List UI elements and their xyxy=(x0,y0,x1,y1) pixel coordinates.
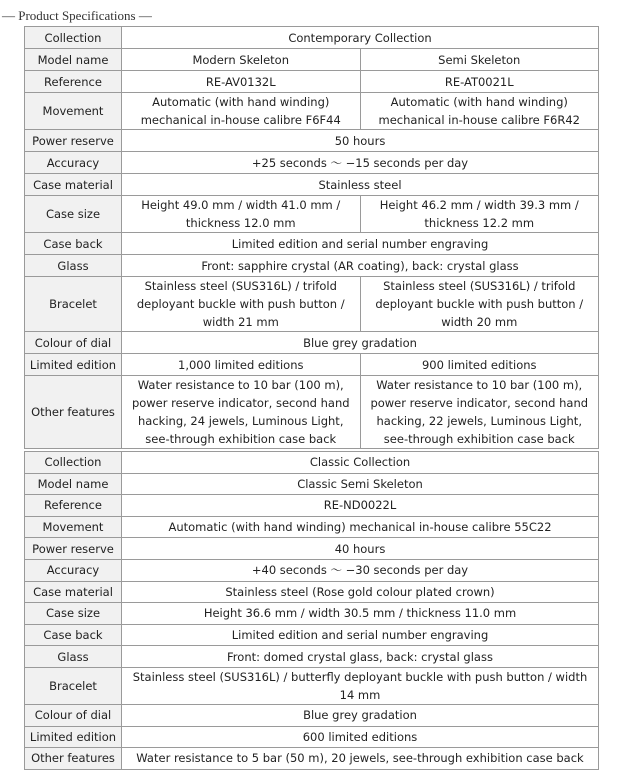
table-row xyxy=(25,196,599,233)
model-name-value: Classic Semi Skeleton xyxy=(122,473,599,495)
table-row xyxy=(25,93,599,130)
row-label: Limited edition xyxy=(25,354,122,376)
reference-b: RE-AT0021L xyxy=(360,71,599,93)
row-label: Reference xyxy=(25,495,122,517)
other-features-b: Water resistance to 10 bar (100 m), power reserve indicator, second hand hacking, 22 jewels, Luminous Light, see-through exhibition case back xyxy=(360,376,599,449)
table-row xyxy=(25,559,599,581)
case-size-a: Height 49.0 mm / width 41.0 mm / thickness 12.0 mm xyxy=(122,196,361,233)
row-label: Glass xyxy=(25,255,122,277)
table-row xyxy=(25,646,599,668)
glass-value: Front: domed crystal glass, back: crystal glass xyxy=(122,646,599,668)
table-row xyxy=(25,71,599,93)
table-row xyxy=(25,49,599,71)
table-row xyxy=(25,130,599,152)
case-back-value: Limited edition and serial number engraving xyxy=(122,233,599,255)
row-label: Case back xyxy=(25,624,122,646)
other-features-a: Water resistance to 10 bar (100 m), power reserve indicator, second hand hacking, 24 jewels, Luminous Light, see-through exhibition case back xyxy=(122,376,361,449)
power-reserve-value: 50 hours xyxy=(122,130,599,152)
table-row xyxy=(25,603,599,625)
row-label: Reference xyxy=(25,71,122,93)
row-label: Case back xyxy=(25,233,122,255)
limited-edition-value: 600 limited editions xyxy=(122,726,599,748)
row-label: Power reserve xyxy=(25,130,122,152)
case-back-value: Limited edition and serial number engraving xyxy=(122,624,599,646)
row-label: Model name xyxy=(25,473,122,495)
limited-edition-a: 1,000 limited editions xyxy=(122,354,361,376)
bracelet-b: Stainless steel (SUS316L) / trifold deployant buckle with push button / width 20 mm xyxy=(360,277,599,332)
row-label: Glass xyxy=(25,646,122,668)
table-row xyxy=(25,581,599,603)
model-name-a: Modern Skeleton xyxy=(122,49,361,71)
case-size-b: Height 46.2 mm / width 39.3 mm / thickness 12.2 mm xyxy=(360,196,599,233)
row-label: Colour of dial xyxy=(25,332,122,354)
row-label: Accuracy xyxy=(25,152,122,174)
row-label: Accuracy xyxy=(25,559,122,581)
dial-colour-value: Blue grey gradation xyxy=(122,704,599,726)
table-row xyxy=(25,495,599,517)
row-label: Collection xyxy=(25,452,122,474)
row-label: Movement xyxy=(25,516,122,538)
movement-b: Automatic (with hand winding) mechanical in-house calibre F6R42 xyxy=(360,93,599,130)
table-row xyxy=(25,27,599,49)
limited-edition-b: 900 limited editions xyxy=(360,354,599,376)
row-label: Limited edition xyxy=(25,726,122,748)
collection-value: Contemporary Collection xyxy=(122,27,599,49)
bracelet-value: Stainless steel (SUS316L) / butterfly deployant buckle with push button / width 14 mm xyxy=(122,667,599,704)
row-label: Other features xyxy=(25,748,122,770)
table-row xyxy=(25,255,599,277)
table-row xyxy=(25,452,599,474)
table-row xyxy=(25,516,599,538)
reference-value: RE-ND0022L xyxy=(122,495,599,517)
table-row xyxy=(25,152,599,174)
table-row xyxy=(25,667,599,704)
case-material-value: Stainless steel (Rose gold colour plated crown) xyxy=(122,581,599,603)
reference-a: RE-AV0132L xyxy=(122,71,361,93)
glass-value: Front: sapphire crystal (AR coating), back: crystal glass xyxy=(122,255,599,277)
page-heading: — Product Specifications — xyxy=(2,8,152,23)
accuracy-value: +40 seconds ～ −30 seconds per day xyxy=(122,559,599,581)
table-row xyxy=(25,354,599,376)
table-row xyxy=(25,473,599,495)
collection-value: Classic Collection xyxy=(122,452,599,474)
case-material-value: Stainless steel xyxy=(122,174,599,196)
table-row xyxy=(25,726,599,748)
power-reserve-value: 40 hours xyxy=(122,538,599,560)
other-features-value: Water resistance to 5 bar (50 m), 20 jewels, see-through exhibition case back xyxy=(122,748,599,770)
table-row xyxy=(25,376,599,449)
accuracy-value: +25 seconds ～ −15 seconds per day xyxy=(122,152,599,174)
row-label: Model name xyxy=(25,49,122,71)
row-label: Collection xyxy=(25,27,122,49)
table-row xyxy=(25,332,599,354)
movement-value: Automatic (with hand winding) mechanical in-house calibre 55C22 xyxy=(122,516,599,538)
dial-colour-value: Blue grey gradation xyxy=(122,332,599,354)
row-label: Other features xyxy=(25,376,122,449)
row-label: Case material xyxy=(25,581,122,603)
table-row xyxy=(25,624,599,646)
table-row xyxy=(25,704,599,726)
table-row xyxy=(25,174,599,196)
bracelet-a: Stainless steel (SUS316L) / trifold deployant buckle with push button / width 21 mm xyxy=(122,277,361,332)
table-row xyxy=(25,277,599,332)
row-label: Bracelet xyxy=(25,667,122,704)
table-row xyxy=(25,748,599,770)
row-label: Power reserve xyxy=(25,538,122,560)
model-name-b: Semi Skeleton xyxy=(360,49,599,71)
row-label: Movement xyxy=(25,93,122,130)
row-label: Case material xyxy=(25,174,122,196)
row-label: Colour of dial xyxy=(25,704,122,726)
table-row xyxy=(25,538,599,560)
row-label: Case size xyxy=(25,603,122,625)
case-size-value: Height 36.6 mm / width 30.5 mm / thickness 11.0 mm xyxy=(122,603,599,625)
row-label: Case size xyxy=(25,196,122,233)
row-label: Bracelet xyxy=(25,277,122,332)
contemporary-collection-table xyxy=(24,26,599,449)
table-row xyxy=(25,233,599,255)
classic-collection-table xyxy=(24,451,599,770)
movement-a: Automatic (with hand winding) mechanical in-house calibre F6F44 xyxy=(122,93,361,130)
